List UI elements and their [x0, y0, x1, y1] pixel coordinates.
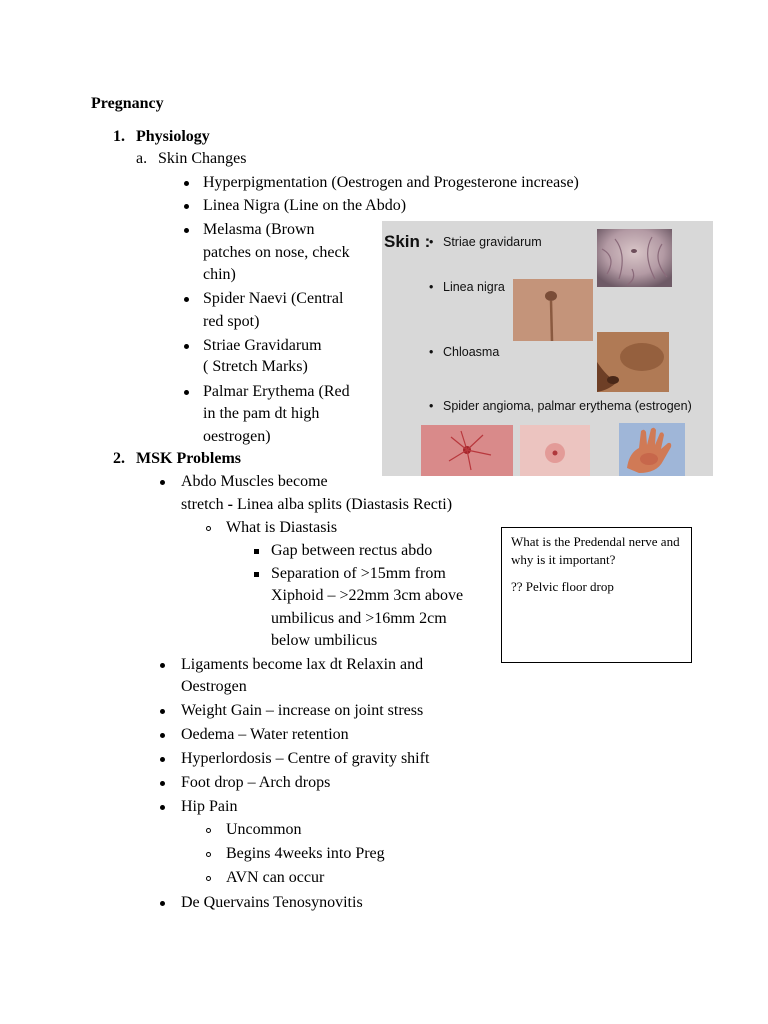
square-bullet-icon [254, 549, 259, 554]
list-item: What is Diastasis [226, 519, 338, 536]
list-item: Gap between rectus abdo [271, 542, 433, 559]
list-item: De Quervains Tenosynovitis [181, 894, 363, 911]
slide-item-bullet: • [429, 280, 434, 294]
list-item-continuation: below umbilicus [271, 632, 378, 649]
chloasma-photo [597, 332, 669, 392]
list-item-continuation: Xiphoid – >22mm 3cm above [271, 587, 464, 604]
bullet-icon [160, 733, 165, 738]
bullet-icon [184, 204, 189, 209]
callout-answer: ?? Pelvic floor drop [511, 579, 614, 594]
list-item-continuation: red spot) [203, 313, 260, 330]
subsection-a-label: Skin Changes [158, 150, 247, 167]
bullet-icon [160, 781, 165, 786]
slide-item: Chloasma [443, 345, 500, 359]
slide-item-bullet: • [429, 235, 434, 249]
slide-item: Striae gravidarum [443, 235, 542, 249]
list-item: Ligaments become lax dt Relaxin and [181, 656, 424, 673]
list-item: Hyperpigmentation (Oestrogen and Progesterone increase) [203, 174, 579, 191]
page-title: Pregnancy [91, 95, 164, 112]
list-item-continuation: ( Stretch Marks) [203, 358, 308, 375]
bullet-icon [184, 181, 189, 186]
list-item: Separation of >15mm from [271, 565, 446, 582]
list-item-continuation: umbilicus and >16mm 2cm [271, 610, 447, 627]
circle-bullet-icon [206, 876, 211, 881]
subsection-a-letter: a. [136, 150, 148, 167]
bullet-icon [184, 228, 189, 233]
palmar-erythema-photo [619, 423, 685, 476]
slide-item-bullet: • [429, 399, 434, 413]
list-item: Foot drop – Arch drops [181, 774, 331, 791]
bullet-icon [160, 757, 165, 762]
bullet-icon [160, 480, 165, 485]
list-item: Spider Naevi (Central [203, 290, 344, 307]
list-item-continuation: oestrogen) [203, 428, 271, 445]
list-item: Hyperlordosis – Centre of gravity shift [181, 750, 430, 767]
list-item: AVN can occur [226, 869, 325, 886]
slide-title: Skin : [384, 232, 431, 251]
bullet-icon [184, 390, 189, 395]
list-item: Palmar Erythema (Red [203, 383, 350, 400]
linea-nigra-photo [513, 279, 593, 341]
bullet-icon [160, 901, 165, 906]
spider-angioma-photo [421, 425, 513, 476]
bullet-icon [184, 344, 189, 349]
bullet-icon [160, 663, 165, 668]
dash-separator: - [223, 496, 237, 513]
spider-angioma-closeup-photo [520, 425, 590, 476]
list-item: Linea Nigra (Line on the Abdo) [203, 197, 407, 214]
square-bullet-icon [254, 572, 259, 577]
slide-item-bullet: • [429, 345, 434, 359]
slide-item: Linea nigra [443, 280, 505, 294]
list-item-continuation: chin) [203, 266, 236, 283]
list-item-continuation: in the pam dt high [203, 405, 320, 422]
callout-question: What is the Predendal nerve and why is it important? [511, 534, 680, 567]
list-item: Oedema – Water retention [181, 726, 349, 743]
circle-bullet-icon [206, 526, 211, 531]
section-2-heading: MSK Problems [136, 450, 242, 467]
list-item: Uncommon [226, 821, 302, 838]
abdo-stretch-text: stretch [181, 496, 224, 513]
list-item: Begins 4weeks into Preg [226, 845, 385, 862]
bullet-icon [184, 297, 189, 302]
linea-alba-text: Linea alba splits (Diastasis Recti) [236, 496, 453, 513]
list-item-continuation: patches on nose, check [203, 244, 350, 261]
section-2-number: 2. [113, 450, 125, 467]
list-item: Striae Gravidarum [203, 337, 322, 354]
list-item: Melasma (Brown [203, 221, 315, 238]
list-item: Abdo Muscles become [181, 473, 328, 490]
list-item-continuation: Oestrogen [181, 678, 247, 695]
striae-photo [597, 229, 672, 287]
circle-bullet-icon [206, 828, 211, 833]
list-item: Weight Gain – increase on joint stress [181, 702, 424, 719]
list-item: Hip Pain [181, 798, 238, 815]
bullet-icon [160, 805, 165, 810]
circle-bullet-icon [206, 852, 211, 857]
list-item-continuation [181, 495, 452, 515]
slide-item: Spider angioma, palmar erythema (estrogen) [443, 399, 692, 413]
section-1-heading: Physiology [136, 128, 210, 145]
section-1-number: 1. [113, 128, 125, 145]
skin-changes-slide [382, 221, 713, 476]
bullet-icon [160, 709, 165, 714]
callout-box [501, 527, 692, 663]
